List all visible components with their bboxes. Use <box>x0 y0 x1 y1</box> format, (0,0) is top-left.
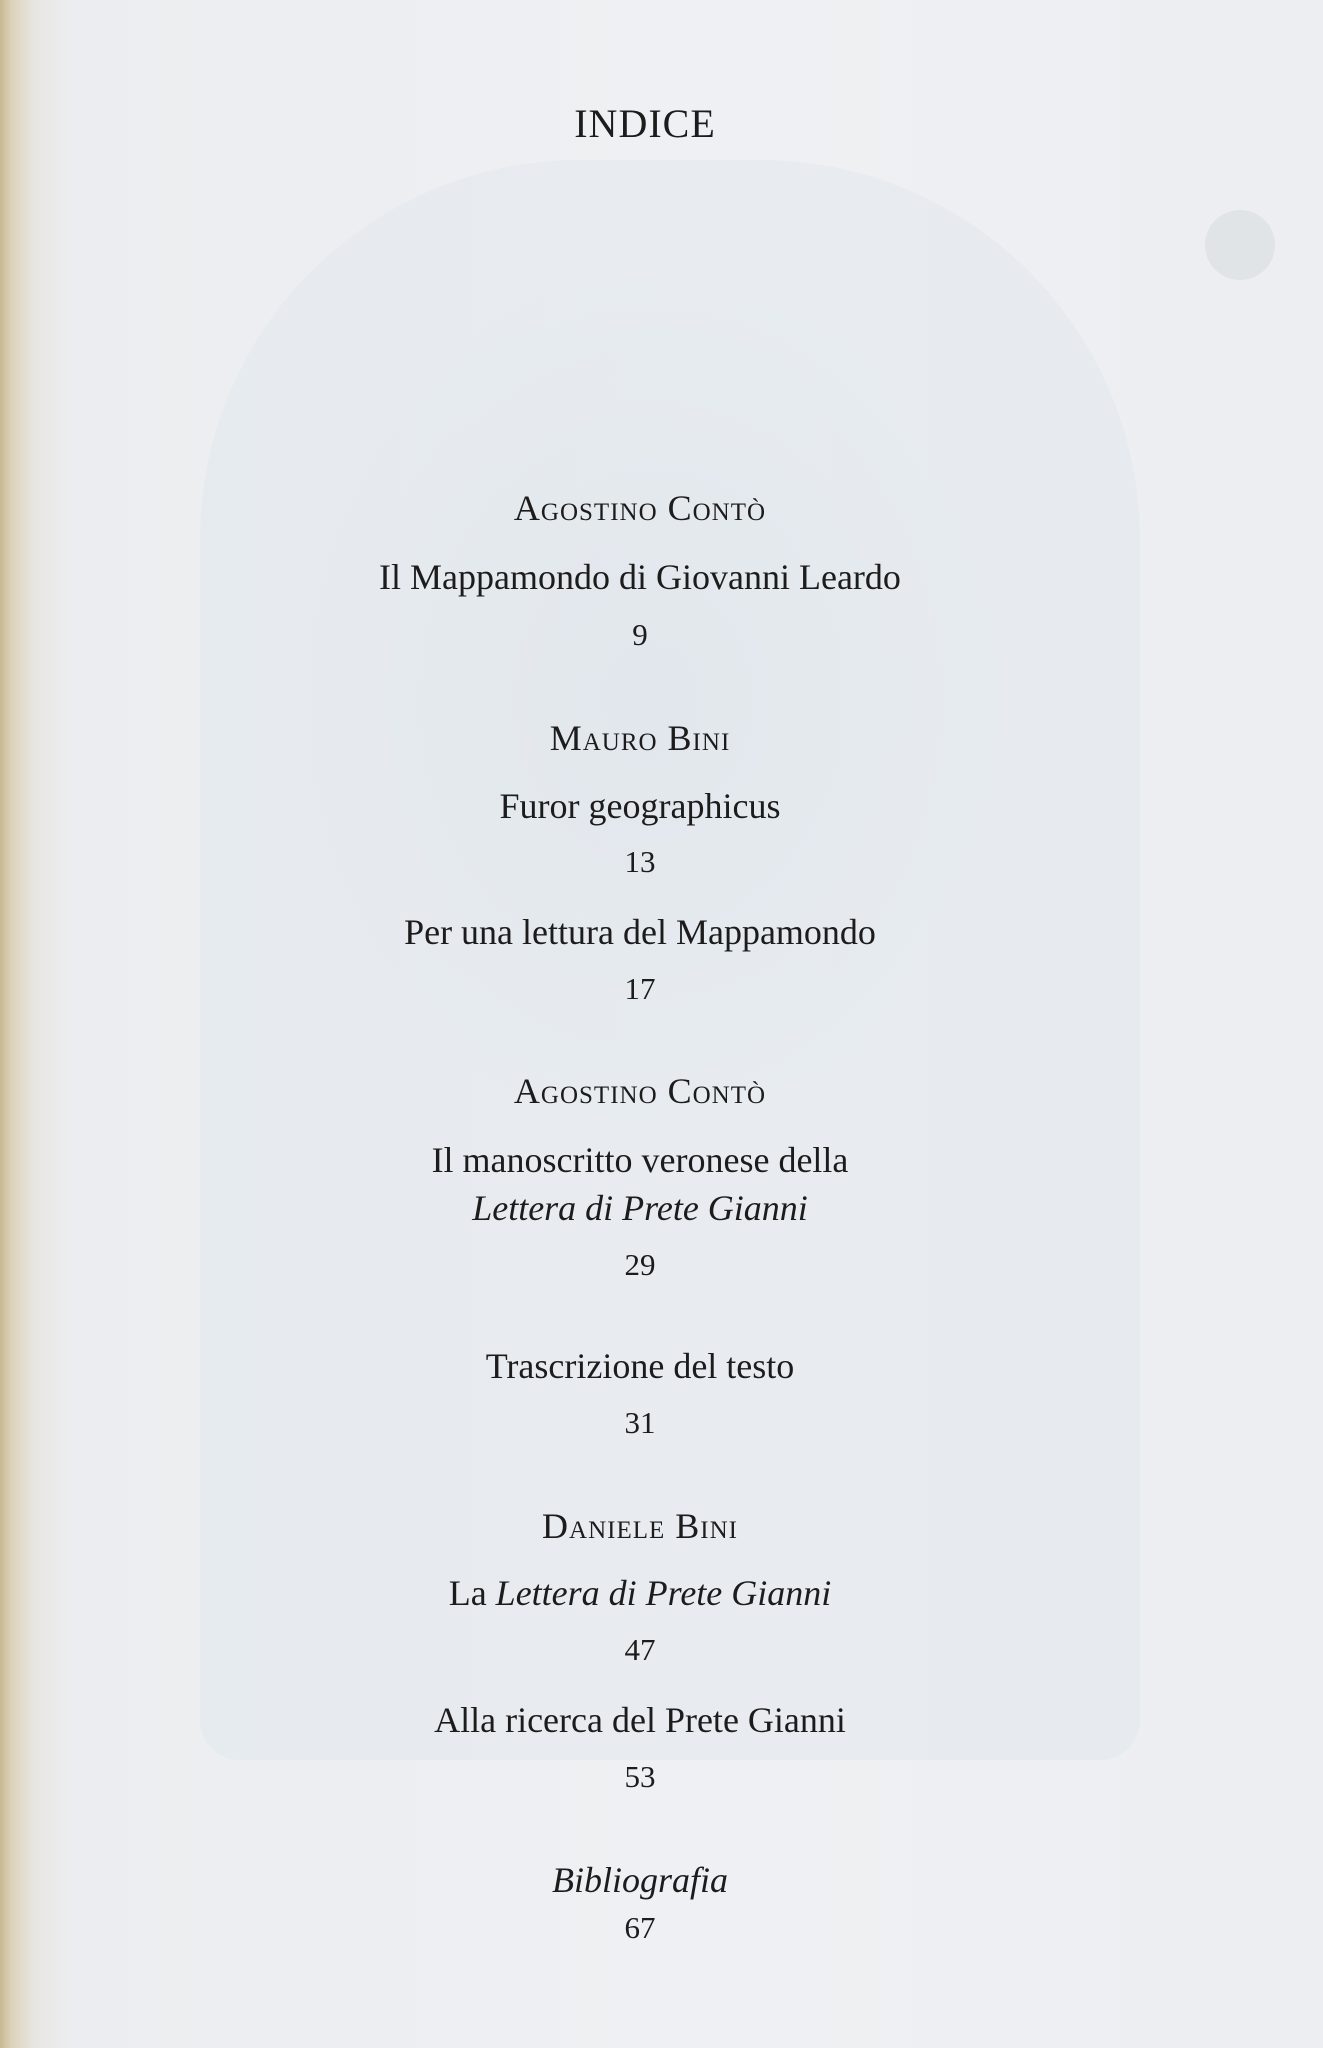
toc-author: Daniele Bini <box>542 1506 738 1546</box>
toc-title-italic: Bibliografia <box>551 1860 728 1900</box>
toc-title-italic: Lettera di Prete Gianni <box>472 1188 808 1228</box>
toc-author: Agostino Contò <box>513 1071 767 1111</box>
toc-page-number: 13 <box>624 844 656 879</box>
toc-title: Il manoscritto veronese della <box>431 1140 849 1180</box>
toc-page-number: 67 <box>624 1910 656 1945</box>
toc-page-number: 9 <box>632 617 648 652</box>
toc-page-number: 31 <box>624 1405 656 1440</box>
toc-title: Per una lettura del Mappamondo <box>404 912 876 952</box>
toc-page-number: 47 <box>624 1632 656 1667</box>
toc-title: Alla ricerca del Prete Gianni <box>434 1700 846 1740</box>
toc-title <box>0 1572 1280 1614</box>
toc-title: Furor geographicus <box>499 786 781 826</box>
toc-page-number: 53 <box>624 1759 656 1794</box>
page-title: INDICE <box>574 101 716 146</box>
toc-page-number: 17 <box>624 971 656 1006</box>
toc-page-number: 29 <box>624 1247 656 1282</box>
show-through-mark <box>1205 210 1275 280</box>
toc-title: Trascrizione del testo <box>485 1346 795 1386</box>
toc-title-italic: Lettera di Prete Gianni <box>495 1573 832 1613</box>
toc-title: Il Mappamondo di Giovanni Leardo <box>379 557 901 597</box>
toc-author: Mauro Bini <box>549 718 731 758</box>
toc-title-prefix: La <box>448 1573 487 1613</box>
toc-author: Agostino Contò <box>513 488 767 528</box>
